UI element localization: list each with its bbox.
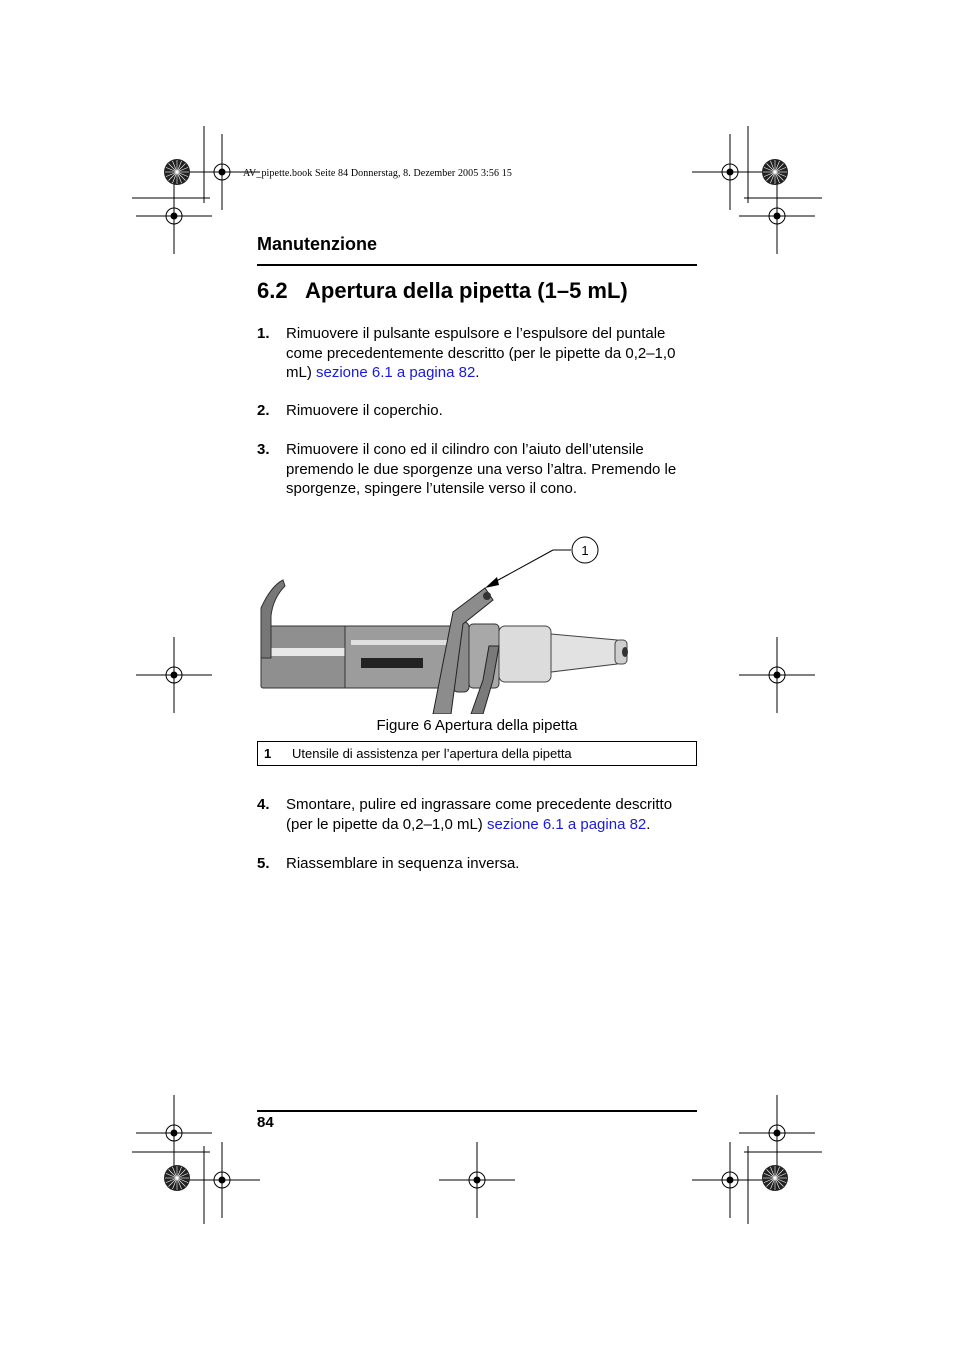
step-1 bbox=[257, 324, 702, 383]
step-text: Riassemblare in sequenza inversa. bbox=[286, 855, 520, 872]
step-number: 3. bbox=[257, 441, 270, 458]
cross-reference-link[interactable]: sezione 6.1 a pagina 82 bbox=[486, 815, 647, 833]
step-text: Smontare, pulire ed ingrassare come precedente descritto (per le pipette da 0,2–1,0 mL) bbox=[286, 796, 673, 833]
step-number: 1. bbox=[257, 325, 270, 342]
registration-mark bbox=[722, 1172, 738, 1188]
section-title-text: Apertura della pipetta (1–5 mL) bbox=[305, 278, 628, 303]
legend-label: Utensile di assistenza per l’apertura della pipetta bbox=[292, 746, 572, 761]
step-2 bbox=[257, 401, 702, 421]
registration-mark bbox=[469, 1172, 485, 1188]
footer-rule bbox=[257, 1110, 697, 1112]
step-number: 2. bbox=[257, 402, 270, 419]
step-text: Rimuovere il cono ed il cilindro con l’aiuto dell’utensile premendo le due sporgenze una verso l’altra. Premendo le sporgenze, spingere l’utensile verso il cono. bbox=[286, 441, 677, 497]
header-rule bbox=[257, 264, 697, 266]
registration-mark bbox=[214, 164, 230, 180]
step-3 bbox=[257, 440, 702, 499]
registration-mark bbox=[769, 208, 785, 224]
step-text-end: . bbox=[475, 364, 480, 381]
step-number: 5. bbox=[257, 855, 270, 872]
registration-mark bbox=[166, 208, 182, 224]
step-text: Rimuovere il pulsante espulsore e l’espulsore del puntale come precedentemente descritto (per le pipette da 0,2–1,0 mL) bbox=[286, 325, 676, 381]
registration-mark bbox=[214, 1172, 230, 1188]
registration-mark bbox=[722, 164, 738, 180]
step-4 bbox=[257, 795, 702, 834]
registration-mark bbox=[769, 667, 785, 683]
step-text-end: . bbox=[646, 815, 651, 833]
cross-reference-link[interactable]: sezione 6.1 a pagina 82 bbox=[316, 364, 476, 381]
section-title bbox=[257, 278, 628, 304]
step-5 bbox=[257, 854, 702, 874]
section-number: 6.2 bbox=[257, 278, 288, 303]
figure-callout-number: 1 bbox=[581, 543, 589, 558]
running-header: Manutenzione bbox=[257, 234, 377, 254]
legend-key: 1 bbox=[264, 746, 272, 761]
registration-mark bbox=[769, 1125, 785, 1141]
registration-mark bbox=[166, 1125, 182, 1141]
figure-legend bbox=[257, 741, 697, 766]
page-number: 84 bbox=[257, 1114, 274, 1131]
figure-caption: Figure 6 Apertura della pipetta bbox=[376, 717, 578, 734]
pipette-figure bbox=[257, 530, 637, 714]
registration-mark bbox=[166, 667, 182, 683]
step-text: Rimuovere il coperchio. bbox=[286, 402, 443, 419]
step-number: 4. bbox=[257, 796, 270, 813]
print-info: AV_pipette.book Seite 84 Donnerstag, 8. Dezember 2005 3:56 15 bbox=[243, 168, 512, 179]
